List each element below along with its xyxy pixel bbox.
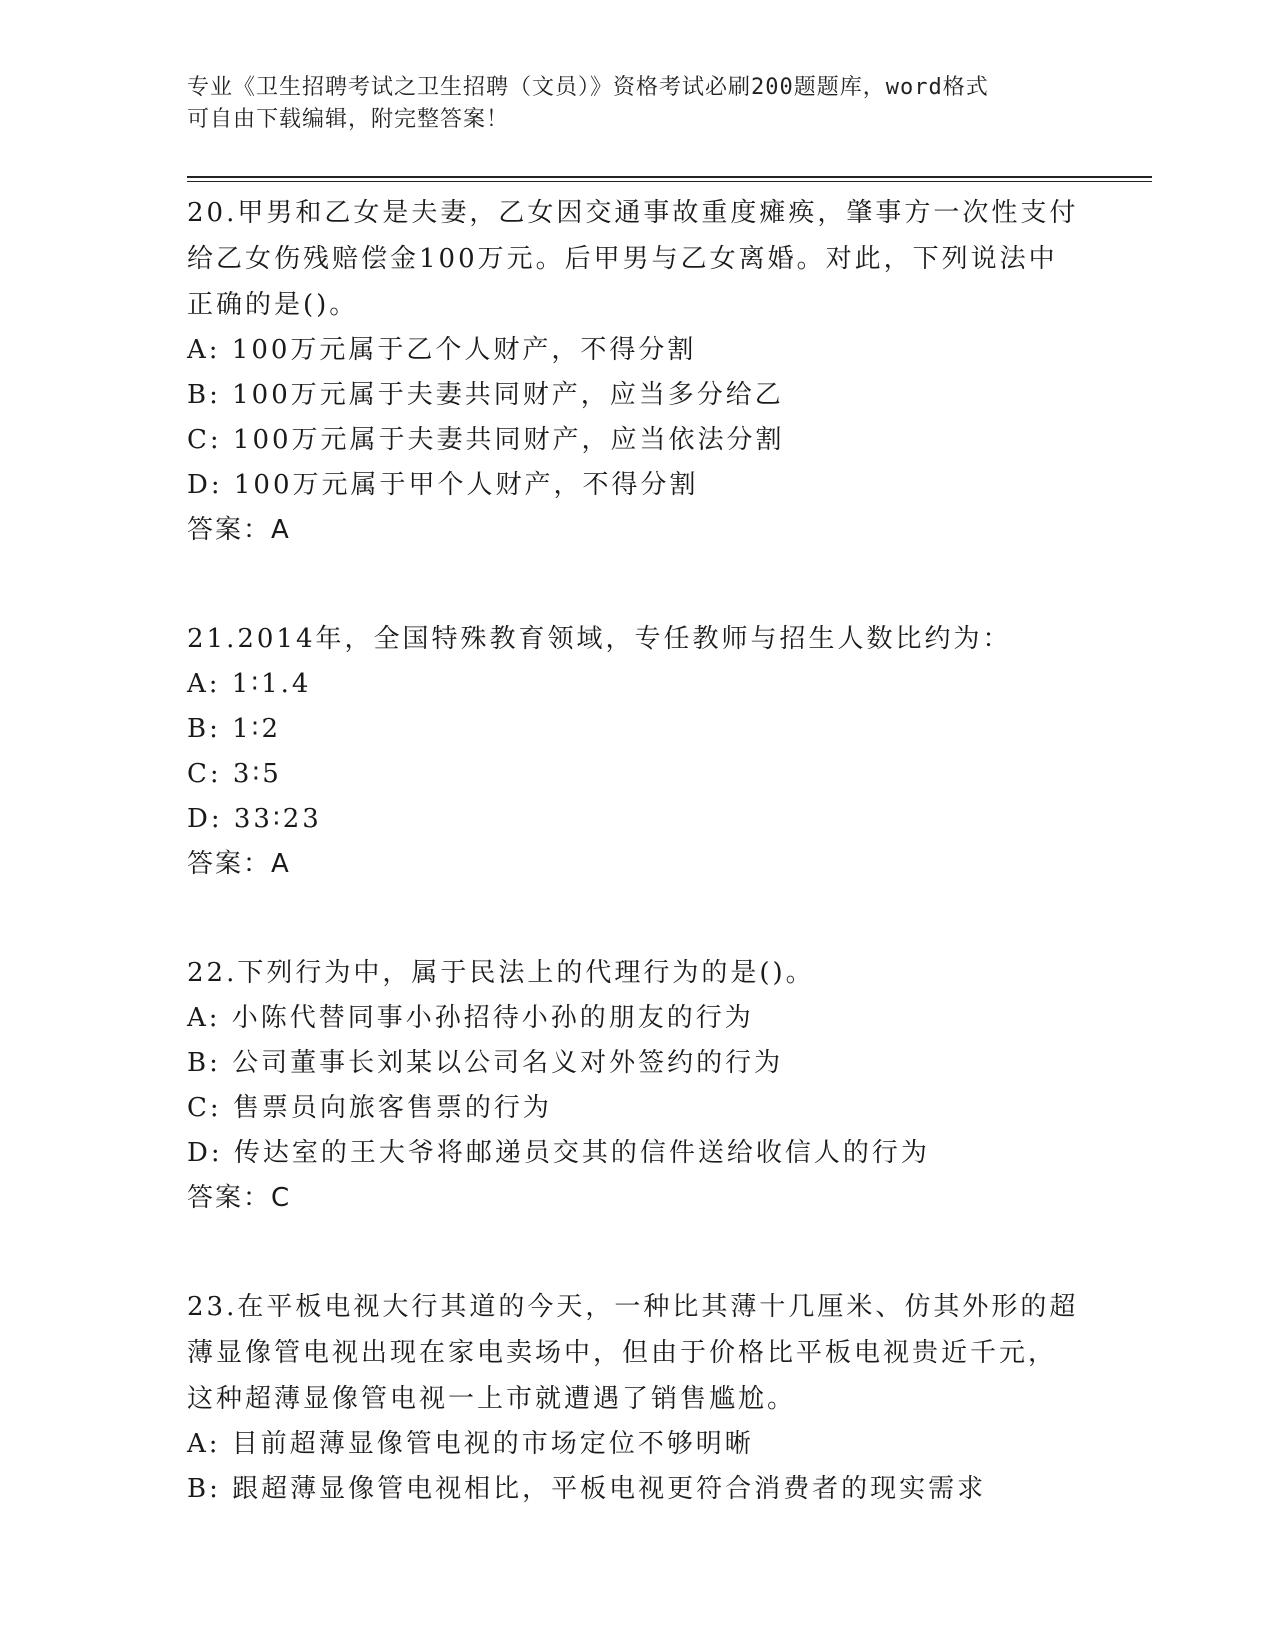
option-a: A: 100万元属于乙个人财产，不得分割 xyxy=(187,335,697,365)
option-a: A: 1∶1.4 xyxy=(187,669,312,699)
question-22 xyxy=(187,950,1087,1221)
spacer xyxy=(187,553,1087,616)
option-d: D: 传达室的王大爷将邮递员交其的信件送给收信人的行为 xyxy=(187,1138,930,1168)
option-a: A: 小陈代替同事小孙招待小孙的朋友的行为 xyxy=(187,1003,754,1033)
question-20 xyxy=(187,190,1087,553)
option-b: B: 100万元属于夫妻共同财产，应当多分给乙 xyxy=(187,380,784,410)
header-divider-thick xyxy=(187,176,1152,178)
question-stem-line: 薄显像管电视出现在家电卖场中，但由于价格比平板电视贵近千元， xyxy=(187,1338,1058,1368)
option-a: A: 目前超薄显像管电视的市场定位不够明晰 xyxy=(187,1429,754,1459)
question-stem-line: 正确的是()。 xyxy=(187,290,359,320)
header-divider-thin xyxy=(187,181,1152,182)
option-b: B: 跟超薄显像管电视相比，平板电视更符合消费者的现实需求 xyxy=(187,1474,987,1504)
option-d: D: 100万元属于甲个人财产，不得分割 xyxy=(187,470,699,500)
question-stem-line: 22.下列行为中，属于民法上的代理行为的是()。 xyxy=(187,958,815,988)
question-stem-line: 20.甲男和乙女是夫妻，乙女因交通事故重度瘫痪，肇事方一次性支付 xyxy=(187,198,1079,228)
option-d: D: 33∶23 xyxy=(187,804,322,834)
question-list xyxy=(187,190,1087,1512)
option-c: C: 100万元属于夫妻共同财产，应当依法分割 xyxy=(187,425,785,455)
question-23 xyxy=(187,1284,1087,1512)
question-stem-line: 给乙女伤残赔偿金100万元。后甲男与乙女离婚。对此，下列说法中 xyxy=(187,244,1058,274)
question-stem-line: 这种超薄显像管电视一上市就遭遇了销售尴尬。 xyxy=(187,1384,797,1414)
answer-label: 答案：A xyxy=(187,849,291,879)
option-c: C: 售票员向旅客售票的行为 xyxy=(187,1093,552,1123)
question-stem-line: 23.在平板电视大行其道的今天，一种比其薄十几厘米、仿其外形的超 xyxy=(187,1292,1079,1322)
question-stem-line: 21.2014年，全国特殊教育领域，专任教师与招生人数比约为： xyxy=(187,624,1012,654)
header-line-2: 可自由下载编辑，附完整答案！ xyxy=(187,107,510,132)
document-header xyxy=(187,72,1087,136)
option-c: C: 3∶5 xyxy=(187,759,282,789)
answer-label: 答案：C xyxy=(187,1183,292,1213)
question-21 xyxy=(187,616,1087,887)
header-line-1: 专业《卫生招聘考试之卫生招聘（文员）》资格考试必刷200题题库，word格式 xyxy=(187,75,989,100)
spacer xyxy=(187,1221,1087,1284)
spacer xyxy=(187,887,1087,950)
option-b: B: 公司董事长刘某以公司名义对外签约的行为 xyxy=(187,1048,784,1078)
answer-label: 答案：A xyxy=(187,515,291,545)
option-b: B: 1∶2 xyxy=(187,714,281,744)
